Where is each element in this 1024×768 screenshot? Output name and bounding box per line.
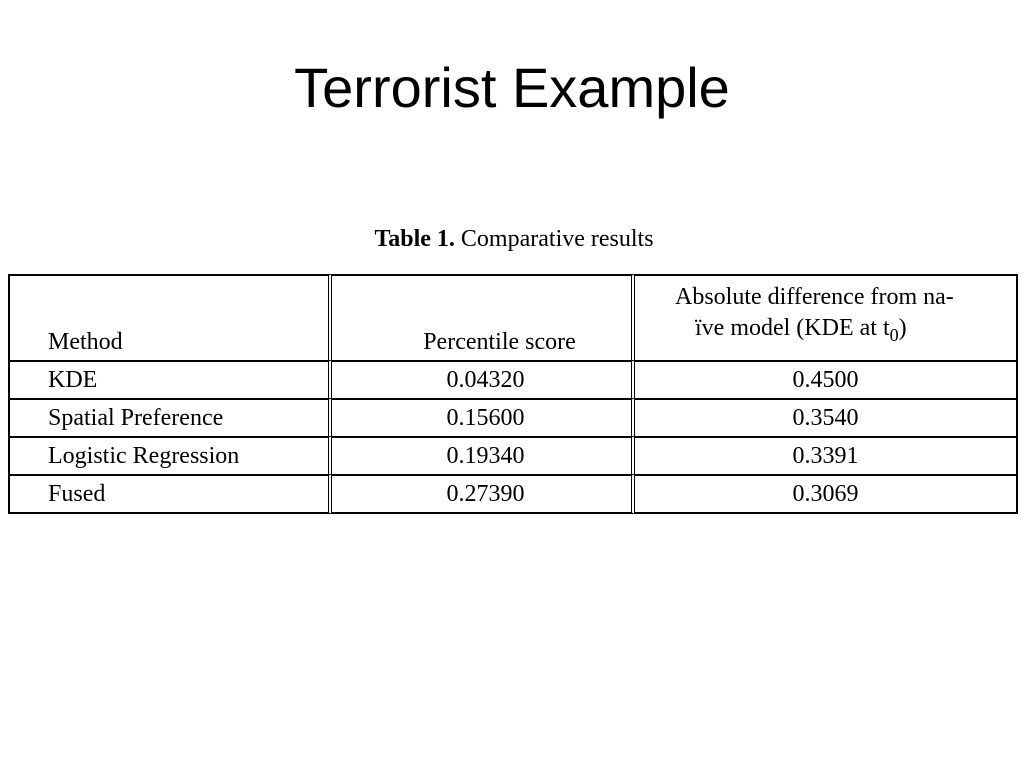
table-caption-label: Table 1. [374, 226, 455, 252]
table-row [8, 474, 1018, 514]
results-table [8, 274, 1018, 514]
table-row [8, 398, 1018, 436]
cell-percentile-score: 0.15600 [332, 398, 635, 436]
cell-method: Spatial Preference [8, 398, 332, 436]
table-caption [0, 226, 1024, 253]
cell-absolute-difference: 0.3540 [635, 398, 1018, 436]
slide-title: Terrorist Example [294, 56, 730, 119]
header-absdiff-subscript: 0 [889, 325, 899, 346]
header-absdiff-close: ) [898, 315, 907, 342]
table-caption-text: Comparative results [460, 226, 654, 252]
header-absdiff-line2 [675, 313, 1016, 344]
table-header-row [8, 274, 1018, 360]
header-absolute-difference [635, 274, 1018, 360]
table-row [8, 436, 1018, 474]
cell-absolute-difference: 0.3069 [635, 474, 1018, 514]
cell-method: Logistic Regression [8, 436, 332, 474]
cell-method: KDE [8, 360, 332, 398]
cell-absolute-difference: 0.4500 [635, 360, 1018, 398]
header-method: Method [8, 274, 332, 360]
cell-absolute-difference: 0.3391 [635, 436, 1018, 474]
header-percentile-score: Percentile score [332, 274, 635, 360]
cell-percentile-score: 0.27390 [332, 474, 635, 514]
table-row [8, 360, 1018, 398]
cell-percentile-score: 0.19340 [332, 436, 635, 474]
cell-method: Fused [8, 474, 332, 514]
header-absdiff-line1: Absolute difference from na- [675, 284, 954, 310]
cell-percentile-score: 0.04320 [332, 360, 635, 398]
header-absdiff-line2-text: ïve model (KDE at t [695, 315, 890, 342]
